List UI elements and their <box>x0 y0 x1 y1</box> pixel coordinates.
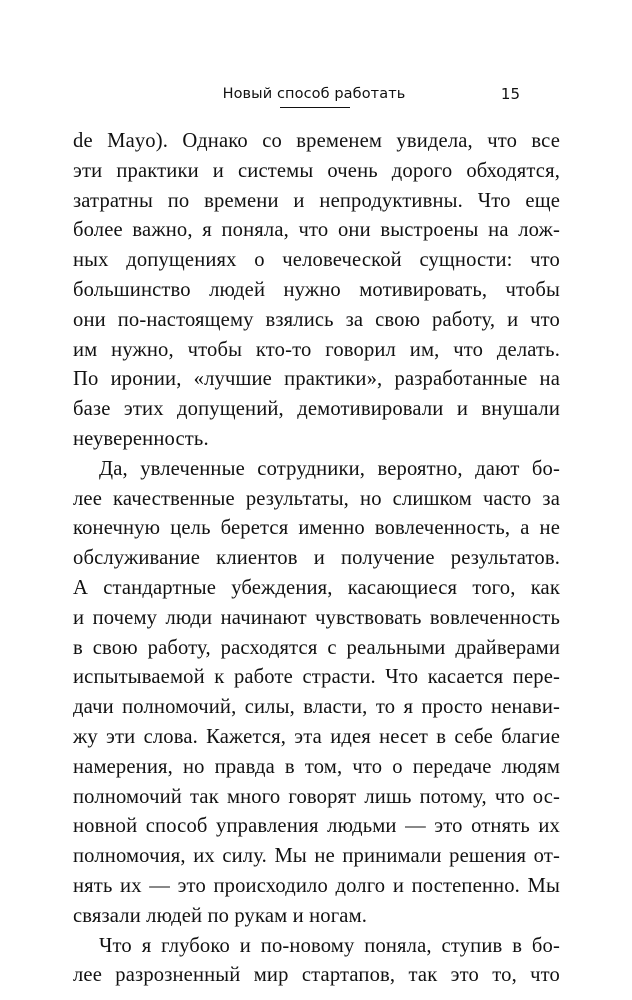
text-line: и почему люди начинают чувствовать вовлеченность <box>73 606 560 629</box>
page-number: 15 <box>500 85 520 103</box>
chapter-title: Новый способ работать <box>222 86 406 102</box>
text-line: de Mayo). Однако со временем увидела, что все <box>73 130 560 152</box>
text-line: конечную цель берется именно вовлеченность, а не <box>73 517 560 540</box>
body-text <box>73 127 560 991</box>
text-line: в свою работу, расходятся с реальными драйверами <box>73 636 560 659</box>
text-line: неуверенность. <box>73 427 209 450</box>
text-line: А стандартные убеждения, касающиеся того, как <box>73 576 560 599</box>
text-line: им нужно, чтобы кто-то говорил им, что делать. <box>73 338 560 361</box>
paragraph-2 <box>73 455 560 932</box>
text-line: лее качественные результаты, но слишком часто за <box>73 487 560 510</box>
text-line: испытываемой к работе страсти. Что касается пере- <box>73 666 560 689</box>
text-line: большинство людей нужно мотивировать, чтобы <box>73 278 560 301</box>
text-line: эти практики и системы очень дорого обходятся, <box>73 159 560 182</box>
text-line: связали людей по рукам и ногам. <box>73 904 368 927</box>
text-line: полномочия, их силу. Мы не принимали решения от- <box>73 845 560 868</box>
text-line: обслуживание клиентов и получение результатов. <box>73 547 560 570</box>
text-line: затратны по времени и непродуктивны. Что еще <box>73 189 560 212</box>
text-line: более важно, я поняла, что они выстроены на лож- <box>73 219 560 242</box>
text-line: дачи полномочий, силы, власти, то я просто ненави- <box>73 696 560 719</box>
paragraph-1 <box>73 127 560 455</box>
text-line: нять их — это происходило долго и постепенно. Мы <box>73 874 560 897</box>
text-line: полномочий так много говорят лишь потому, что ос- <box>73 785 560 808</box>
paragraph-3 <box>73 932 560 992</box>
text-line: ных допущениях о человеческой сущности: что <box>73 249 560 272</box>
text-line: новной способ управления людьми — это отнять их <box>73 815 560 838</box>
text-line: Да, увлеченные сотрудники, вероятно, дают бо- <box>99 457 560 480</box>
text-line: намерения, но правда в том, что о передаче людям <box>73 755 560 778</box>
text-line: они по-настоящему взялись за свою работу, и что <box>73 308 560 331</box>
header-underline <box>280 107 350 108</box>
text-line: По иронии, «лучшие практики», разработанные на <box>73 368 560 391</box>
text-line: жу эти слова. Кажется, эта идея несет в себе благие <box>73 725 560 748</box>
text-line: лее разрозненный мир стартапов, так это то, что <box>73 964 560 987</box>
text-line: базе этих допущений, демотивировали и внушали <box>73 398 560 421</box>
running-head <box>0 84 632 114</box>
text-line: Что я глубоко и по-новому поняла, ступив в бо- <box>99 934 560 957</box>
